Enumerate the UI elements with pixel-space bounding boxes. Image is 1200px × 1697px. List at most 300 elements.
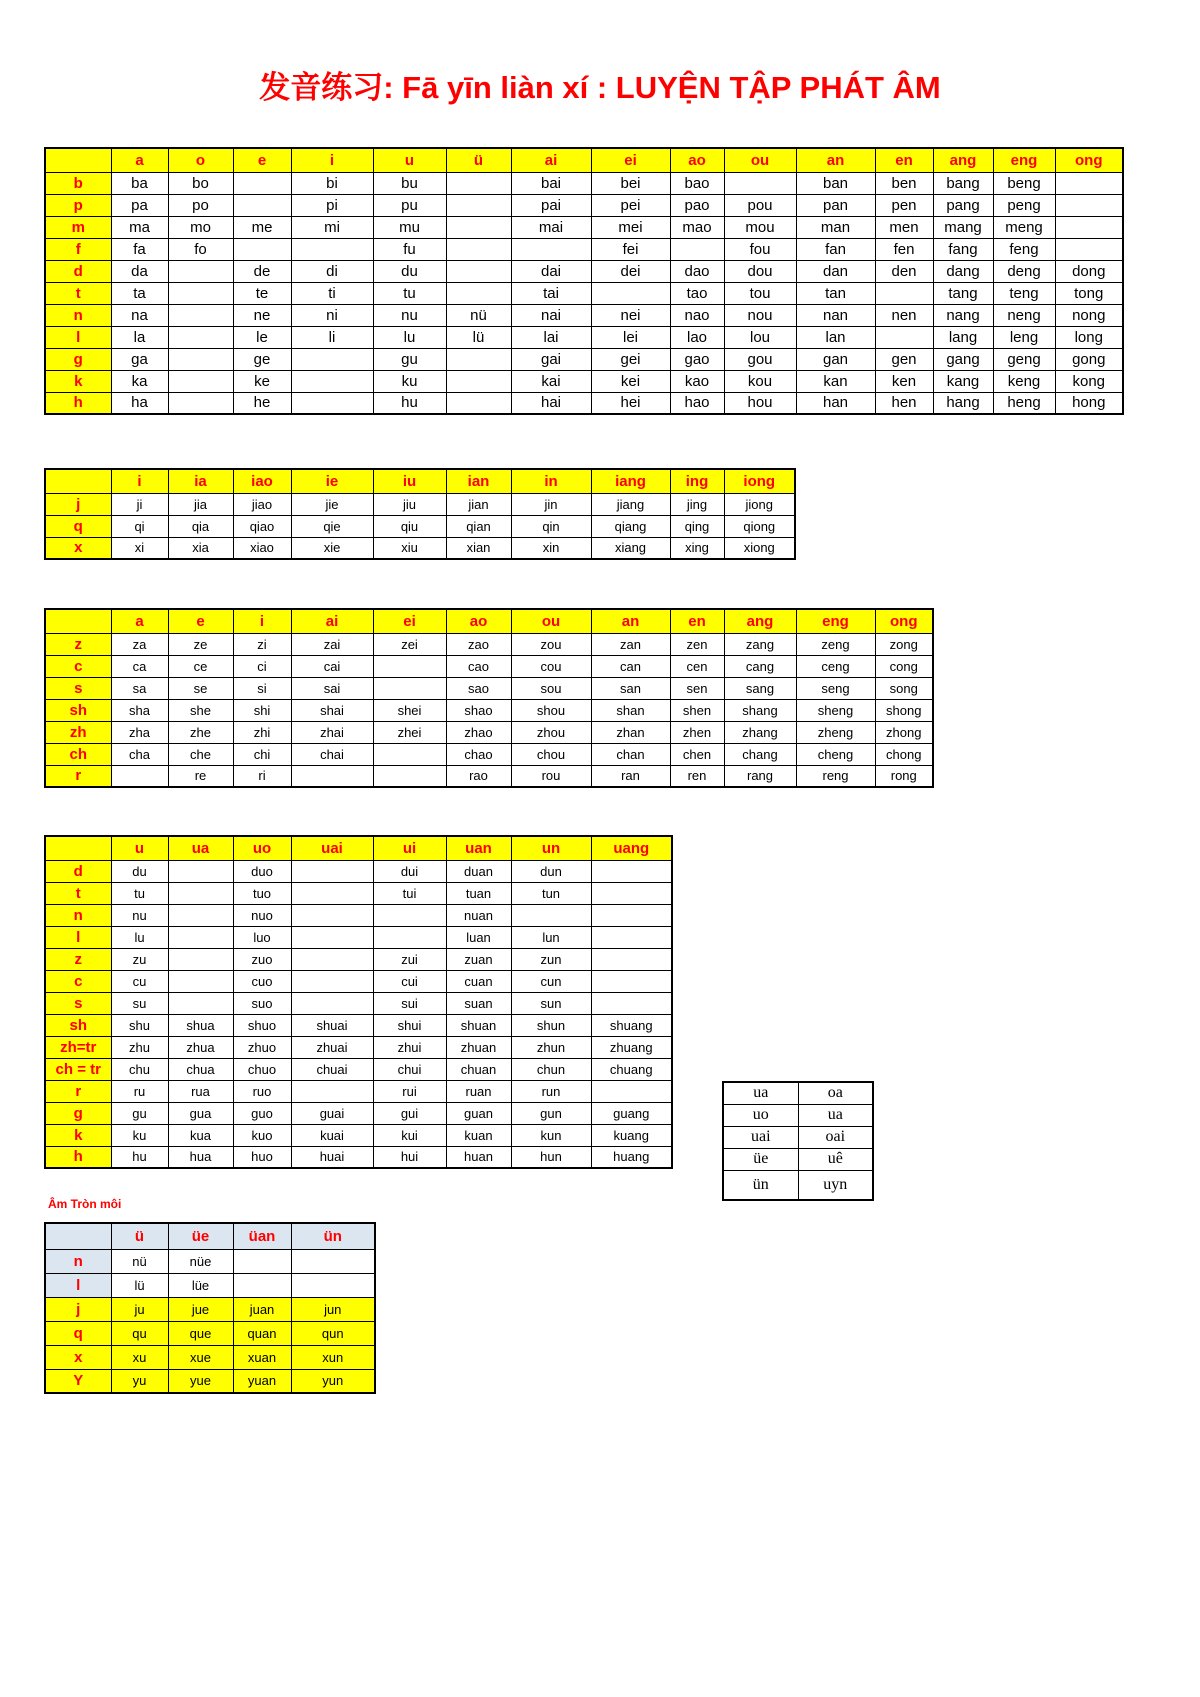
- syllable-cell: cao: [446, 655, 511, 677]
- table-pinyin-bpmf-dtnl-gkh: [44, 147, 1124, 415]
- syllable-cell: [591, 860, 672, 882]
- syllable-cell: [291, 370, 373, 392]
- syllable-cell: cui: [373, 970, 446, 992]
- header-final: ing: [670, 469, 724, 493]
- syllable-cell: ran: [591, 765, 670, 787]
- syllable-cell: na: [111, 304, 168, 326]
- initial-cell: sh: [45, 699, 111, 721]
- header-final: ün: [291, 1223, 375, 1249]
- syllable-cell: zha: [111, 721, 168, 743]
- syllable-cell: nuo: [233, 904, 291, 926]
- header-final: ang: [933, 148, 993, 172]
- syllable-cell: shui: [373, 1014, 446, 1036]
- initial-cell: zh: [45, 721, 111, 743]
- syllable-cell: ne: [233, 304, 291, 326]
- syllable-cell: [291, 392, 373, 414]
- syllable-cell: nan: [796, 304, 875, 326]
- syllable-cell: chuang: [591, 1058, 672, 1080]
- table-pinyin-zcs-retroflex: [44, 608, 934, 788]
- syllable-cell: zhen: [670, 721, 724, 743]
- table-row: [45, 172, 1123, 194]
- syllable-cell: rao: [446, 765, 511, 787]
- syllable-cell: [591, 904, 672, 926]
- syllable-cell: shao: [446, 699, 511, 721]
- syllable-cell: zheng: [796, 721, 875, 743]
- syllable-cell: yue: [168, 1369, 233, 1393]
- syllable-cell: si: [233, 677, 291, 699]
- syllable-cell: lü: [446, 326, 511, 348]
- syllable-cell: mu: [373, 216, 446, 238]
- syllable-cell: shuang: [591, 1014, 672, 1036]
- header-final: ua: [168, 836, 233, 860]
- syllable-cell: ua: [798, 1104, 873, 1126]
- syllable-cell: leng: [993, 326, 1055, 348]
- table-row: [723, 1082, 873, 1104]
- syllable-cell: beng: [993, 172, 1055, 194]
- syllable-cell: hong: [1055, 392, 1123, 414]
- table-row: [45, 1369, 375, 1393]
- syllable-cell: huan: [446, 1146, 511, 1168]
- syllable-cell: kuai: [291, 1124, 373, 1146]
- syllable-cell: po: [168, 194, 233, 216]
- syllable-cell: [111, 765, 168, 787]
- syllable-cell: sha: [111, 699, 168, 721]
- initial-cell: f: [45, 238, 111, 260]
- syllable-cell: ga: [111, 348, 168, 370]
- syllable-cell: jia: [168, 493, 233, 515]
- header-final: ai: [291, 609, 373, 633]
- syllable-cell: pou: [724, 194, 796, 216]
- syllable-cell: zan: [591, 633, 670, 655]
- syllable-cell: shei: [373, 699, 446, 721]
- header-final: e: [233, 148, 291, 172]
- syllable-cell: zei: [373, 633, 446, 655]
- syllable-cell: jun: [291, 1297, 375, 1321]
- syllable-cell: qiao: [233, 515, 291, 537]
- syllable-cell: pan: [796, 194, 875, 216]
- syllable-cell: shuo: [233, 1014, 291, 1036]
- syllable-cell: [168, 260, 233, 282]
- syllable-cell: lai: [511, 326, 591, 348]
- header-final: eng: [993, 148, 1055, 172]
- syllable-cell: gen: [875, 348, 933, 370]
- syllable-cell: pen: [875, 194, 933, 216]
- initial-cell: t: [45, 882, 111, 904]
- syllable-cell: üe: [723, 1148, 798, 1170]
- initial-cell: h: [45, 392, 111, 414]
- syllable-cell: fang: [933, 238, 993, 260]
- header-final: ia: [168, 469, 233, 493]
- table-row: [45, 970, 672, 992]
- syllable-cell: [168, 282, 233, 304]
- syllable-cell: sang: [724, 677, 796, 699]
- syllable-cell: tou: [724, 282, 796, 304]
- syllable-cell: tan: [796, 282, 875, 304]
- syllable-cell: chi: [233, 743, 291, 765]
- syllable-cell: ban: [796, 172, 875, 194]
- header-final: i: [233, 609, 291, 633]
- table-row: [45, 1321, 375, 1345]
- syllable-cell: nen: [875, 304, 933, 326]
- initial-cell: x: [45, 537, 111, 559]
- syllable-cell: sao: [446, 677, 511, 699]
- syllable-cell: hu: [111, 1146, 168, 1168]
- syllable-cell: chou: [511, 743, 591, 765]
- syllable-cell: pa: [111, 194, 168, 216]
- syllable-cell: ren: [670, 765, 724, 787]
- initial-cell: c: [45, 655, 111, 677]
- syllable-cell: [875, 326, 933, 348]
- syllable-cell: uyn: [798, 1170, 873, 1200]
- syllable-cell: zun: [511, 948, 591, 970]
- syllable-cell: ku: [373, 370, 446, 392]
- syllable-cell: [291, 348, 373, 370]
- syllable-cell: cheng: [796, 743, 875, 765]
- syllable-cell: cuo: [233, 970, 291, 992]
- syllable-cell: xi: [111, 537, 168, 559]
- syllable-cell: qin: [511, 515, 591, 537]
- header-final: ao: [670, 148, 724, 172]
- initial-cell: j: [45, 493, 111, 515]
- syllable-cell: bao: [670, 172, 724, 194]
- syllable-cell: nüe: [168, 1249, 233, 1273]
- syllable-cell: nao: [670, 304, 724, 326]
- header-final: u: [111, 836, 168, 860]
- header-final: iao: [233, 469, 291, 493]
- syllable-cell: [511, 904, 591, 926]
- syllable-cell: dong: [1055, 260, 1123, 282]
- syllable-cell: shun: [511, 1014, 591, 1036]
- header-corner: [45, 469, 111, 493]
- syllable-cell: [373, 677, 446, 699]
- syllable-cell: gong: [1055, 348, 1123, 370]
- syllable-cell: zong: [875, 633, 933, 655]
- syllable-cell: ci: [233, 655, 291, 677]
- syllable-cell: hao: [670, 392, 724, 414]
- syllable-cell: mao: [670, 216, 724, 238]
- table-row: [45, 1080, 672, 1102]
- header-final: un: [511, 836, 591, 860]
- syllable-cell: [168, 348, 233, 370]
- syllable-cell: kao: [670, 370, 724, 392]
- header-final: ian: [446, 469, 511, 493]
- syllable-cell: he: [233, 392, 291, 414]
- initial-cell: ch = tr: [45, 1058, 111, 1080]
- syllable-cell: run: [511, 1080, 591, 1102]
- syllable-cell: qiong: [724, 515, 795, 537]
- syllable-cell: nu: [111, 904, 168, 926]
- initial-cell: sh: [45, 1014, 111, 1036]
- syllable-cell: [291, 765, 373, 787]
- syllable-cell: jin: [511, 493, 591, 515]
- syllable-cell: chun: [511, 1058, 591, 1080]
- syllable-cell: chuo: [233, 1058, 291, 1080]
- syllable-cell: kuan: [446, 1124, 511, 1146]
- initial-cell: z: [45, 948, 111, 970]
- syllable-cell: yu: [111, 1369, 168, 1393]
- syllable-cell: huang: [591, 1146, 672, 1168]
- syllable-cell: feng: [993, 238, 1055, 260]
- syllable-cell: can: [591, 655, 670, 677]
- syllable-cell: chuan: [446, 1058, 511, 1080]
- header-row: [45, 609, 933, 633]
- syllable-cell: xuan: [233, 1345, 291, 1369]
- syllable-cell: dui: [373, 860, 446, 882]
- syllable-cell: kan: [796, 370, 875, 392]
- syllable-cell: chang: [724, 743, 796, 765]
- syllable-cell: kui: [373, 1124, 446, 1146]
- syllable-cell: zhang: [724, 721, 796, 743]
- header-final: i: [291, 148, 373, 172]
- syllable-cell: han: [796, 392, 875, 414]
- initial-cell: r: [45, 1080, 111, 1102]
- syllable-cell: xin: [511, 537, 591, 559]
- syllable-cell: lu: [111, 926, 168, 948]
- syllable-cell: qu: [111, 1321, 168, 1345]
- syllable-cell: zang: [724, 633, 796, 655]
- table-pinyin-jqx: [44, 468, 796, 560]
- syllable-cell: den: [875, 260, 933, 282]
- syllable-cell: hen: [875, 392, 933, 414]
- syllable-cell: lei: [591, 326, 670, 348]
- header-corner: [45, 148, 111, 172]
- syllable-cell: [291, 904, 373, 926]
- syllable-cell: dei: [591, 260, 670, 282]
- syllable-cell: de: [233, 260, 291, 282]
- header-final: ong: [1055, 148, 1123, 172]
- table-row: [723, 1148, 873, 1170]
- syllable-cell: xue: [168, 1345, 233, 1369]
- syllable-cell: xun: [291, 1345, 375, 1369]
- syllable-cell: oai: [798, 1126, 873, 1148]
- syllable-cell: zuo: [233, 948, 291, 970]
- syllable-cell: luo: [233, 926, 291, 948]
- syllable-cell: zuan: [446, 948, 511, 970]
- syllable-cell: su: [111, 992, 168, 1014]
- syllable-cell: jiong: [724, 493, 795, 515]
- table-row: [45, 1249, 375, 1273]
- syllable-cell: rang: [724, 765, 796, 787]
- syllable-cell: ge: [233, 348, 291, 370]
- header-final: ai: [511, 148, 591, 172]
- syllable-cell: qi: [111, 515, 168, 537]
- syllable-cell: luan: [446, 926, 511, 948]
- syllable-cell: qing: [670, 515, 724, 537]
- syllable-cell: ceng: [796, 655, 875, 677]
- syllable-cell: fa: [111, 238, 168, 260]
- table-row: [45, 699, 933, 721]
- initial-cell: k: [45, 1124, 111, 1146]
- header-final: ei: [373, 609, 446, 633]
- syllable-cell: neng: [993, 304, 1055, 326]
- syllable-cell: shong: [875, 699, 933, 721]
- header-final: ao: [446, 609, 511, 633]
- header-final: en: [670, 609, 724, 633]
- table-row: [45, 1146, 672, 1168]
- syllable-cell: di: [291, 260, 373, 282]
- syllable-cell: hu: [373, 392, 446, 414]
- syllable-cell: tui: [373, 882, 446, 904]
- syllable-cell: rong: [875, 765, 933, 787]
- initial-cell: c: [45, 970, 111, 992]
- header-final: uan: [446, 836, 511, 860]
- syllable-cell: hua: [168, 1146, 233, 1168]
- syllable-cell: guan: [446, 1102, 511, 1124]
- syllable-cell: [511, 238, 591, 260]
- syllable-cell: chua: [168, 1058, 233, 1080]
- syllable-cell: sen: [670, 677, 724, 699]
- syllable-cell: ji: [111, 493, 168, 515]
- initial-cell: g: [45, 348, 111, 370]
- table-row: [45, 677, 933, 699]
- syllable-cell: mou: [724, 216, 796, 238]
- syllable-cell: [591, 992, 672, 1014]
- table-row: [45, 348, 1123, 370]
- header-final: ui: [373, 836, 446, 860]
- syllable-cell: tuan: [446, 882, 511, 904]
- syllable-cell: dan: [796, 260, 875, 282]
- syllable-cell: jiu: [373, 493, 446, 515]
- syllable-cell: guang: [591, 1102, 672, 1124]
- header-final: uang: [591, 836, 672, 860]
- syllable-cell: zhuai: [291, 1036, 373, 1058]
- syllable-cell: ku: [111, 1124, 168, 1146]
- syllable-cell: zhuan: [446, 1036, 511, 1058]
- syllable-cell: shen: [670, 699, 724, 721]
- syllable-cell: hei: [591, 392, 670, 414]
- syllable-cell: [591, 970, 672, 992]
- syllable-cell: shu: [111, 1014, 168, 1036]
- syllable-cell: qie: [291, 515, 373, 537]
- initial-cell: n: [45, 1249, 111, 1273]
- syllable-cell: fu: [373, 238, 446, 260]
- syllable-cell: mai: [511, 216, 591, 238]
- syllable-cell: se: [168, 677, 233, 699]
- syllable-cell: li: [291, 326, 373, 348]
- syllable-cell: [446, 282, 511, 304]
- header-final: a: [111, 148, 168, 172]
- syllable-cell: nu: [373, 304, 446, 326]
- initial-cell: k: [45, 370, 111, 392]
- syllable-cell: ke: [233, 370, 291, 392]
- syllable-cell: hang: [933, 392, 993, 414]
- syllable-cell: shai: [291, 699, 373, 721]
- syllable-cell: chuai: [291, 1058, 373, 1080]
- syllable-cell: gan: [796, 348, 875, 370]
- syllable-cell: cou: [511, 655, 591, 677]
- syllable-cell: zou: [511, 633, 591, 655]
- syllable-cell: rui: [373, 1080, 446, 1102]
- table-row: [45, 216, 1123, 238]
- table-rounded-lip-finals: [44, 1222, 376, 1394]
- header-row: [45, 836, 672, 860]
- header-final: an: [591, 609, 670, 633]
- syllable-cell: tun: [511, 882, 591, 904]
- header-final: üan: [233, 1223, 291, 1249]
- syllable-cell: que: [168, 1321, 233, 1345]
- table-row: [45, 882, 672, 904]
- syllable-cell: [168, 370, 233, 392]
- table-row: [45, 537, 795, 559]
- syllable-cell: jiao: [233, 493, 291, 515]
- syllable-cell: ken: [875, 370, 933, 392]
- syllable-cell: gu: [373, 348, 446, 370]
- syllable-cell: fan: [796, 238, 875, 260]
- syllable-cell: re: [168, 765, 233, 787]
- syllable-cell: tong: [1055, 282, 1123, 304]
- syllable-cell: kun: [511, 1124, 591, 1146]
- syllable-cell: zhu: [111, 1036, 168, 1058]
- initial-cell: t: [45, 282, 111, 304]
- table-row: [45, 721, 933, 743]
- syllable-cell: lüe: [168, 1273, 233, 1297]
- syllable-cell: gang: [933, 348, 993, 370]
- syllable-cell: long: [1055, 326, 1123, 348]
- syllable-cell: duo: [233, 860, 291, 882]
- syllable-cell: man: [796, 216, 875, 238]
- syllable-cell: [446, 216, 511, 238]
- syllable-cell: sai: [291, 677, 373, 699]
- initial-cell: b: [45, 172, 111, 194]
- syllable-cell: [168, 860, 233, 882]
- syllable-cell: hun: [511, 1146, 591, 1168]
- syllable-cell: xiao: [233, 537, 291, 559]
- syllable-cell: ta: [111, 282, 168, 304]
- syllable-cell: [446, 392, 511, 414]
- header-final: iong: [724, 469, 795, 493]
- syllable-cell: yun: [291, 1369, 375, 1393]
- header-final: iu: [373, 469, 446, 493]
- syllable-cell: sheng: [796, 699, 875, 721]
- initial-cell: zh=tr: [45, 1036, 111, 1058]
- syllable-cell: gao: [670, 348, 724, 370]
- syllable-cell: nang: [933, 304, 993, 326]
- syllable-cell: fo: [168, 238, 233, 260]
- header-final: ü: [111, 1223, 168, 1249]
- syllable-cell: dou: [724, 260, 796, 282]
- syllable-cell: ni: [291, 304, 373, 326]
- syllable-cell: oa: [798, 1082, 873, 1104]
- header-final: in: [511, 469, 591, 493]
- syllable-cell: nai: [511, 304, 591, 326]
- syllable-cell: tu: [373, 282, 446, 304]
- syllable-cell: nong: [1055, 304, 1123, 326]
- header-final: üe: [168, 1223, 233, 1249]
- syllable-cell: [291, 992, 373, 1014]
- initial-cell: q: [45, 1321, 111, 1345]
- syllable-cell: xiong: [724, 537, 795, 559]
- syllable-cell: ce: [168, 655, 233, 677]
- syllable-cell: lun: [511, 926, 591, 948]
- syllable-cell: zen: [670, 633, 724, 655]
- syllable-cell: [591, 948, 672, 970]
- syllable-cell: cun: [511, 970, 591, 992]
- syllable-cell: [373, 765, 446, 787]
- syllable-cell: chong: [875, 743, 933, 765]
- syllable-cell: hui: [373, 1146, 446, 1168]
- syllable-cell: xing: [670, 537, 724, 559]
- table-row: [45, 493, 795, 515]
- syllable-cell: [291, 238, 373, 260]
- syllable-cell: bi: [291, 172, 373, 194]
- table-row: [45, 1345, 375, 1369]
- syllable-cell: xu: [111, 1345, 168, 1369]
- syllable-cell: [233, 238, 291, 260]
- syllable-cell: [168, 992, 233, 1014]
- syllable-cell: dai: [511, 260, 591, 282]
- syllable-cell: zhe: [168, 721, 233, 743]
- syllable-cell: quan: [233, 1321, 291, 1345]
